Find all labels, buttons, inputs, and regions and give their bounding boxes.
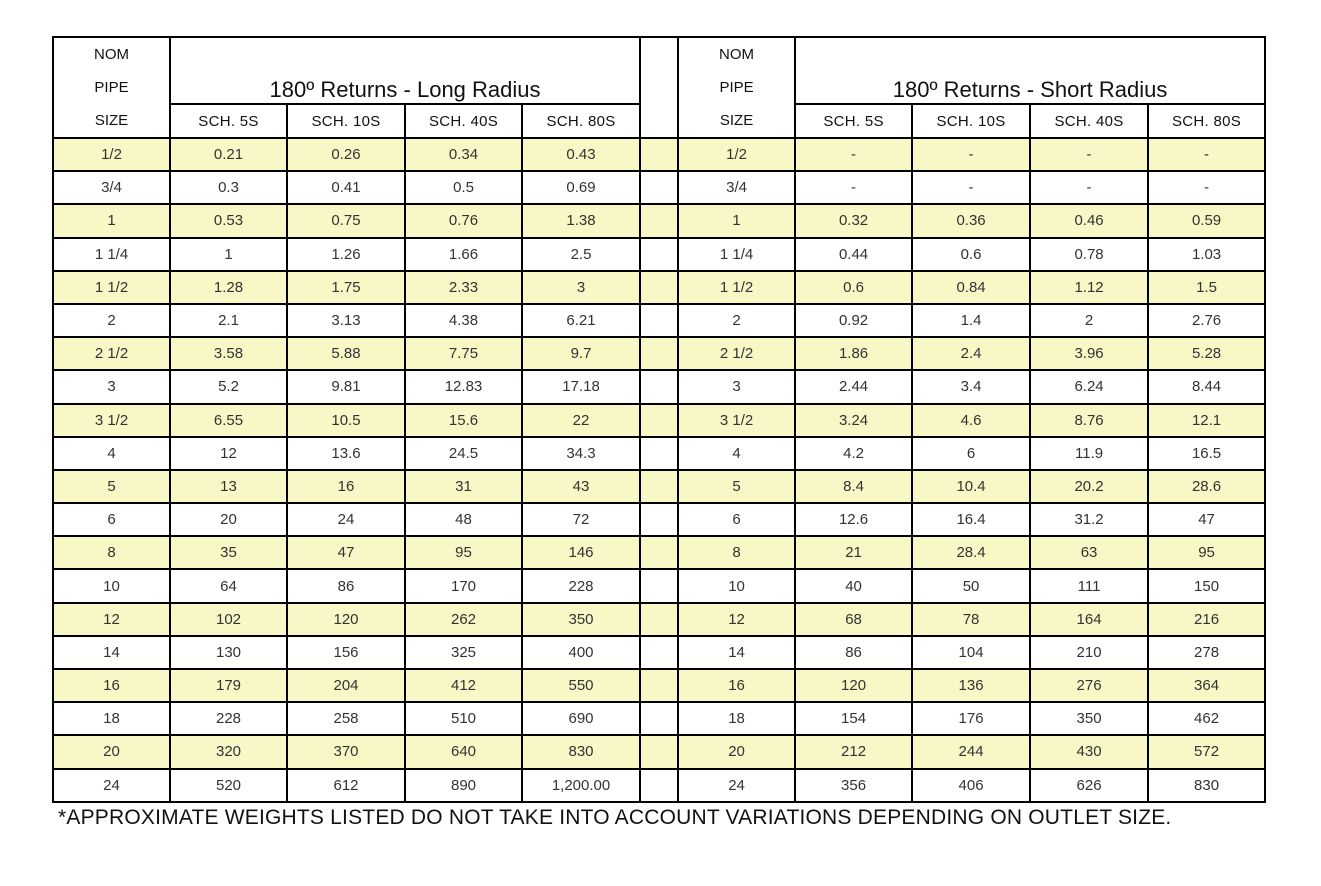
footnote: *APPROXIMATE WEIGHTS LISTED DO NOT TAKE INTO ACCOUNT VARIATIONS DEPENDING ON OUTLET SIZE. [58, 806, 1172, 829]
short-sch-80s-cell: - [1148, 138, 1265, 171]
column-spacer-cell [640, 669, 678, 702]
table-body [53, 138, 1265, 802]
column-spacer-cell [640, 769, 678, 802]
long-pipe-size-cell: 1 1/2 [53, 271, 170, 304]
column-spacer-cell [640, 271, 678, 304]
short-sch-10s-cell: 244 [912, 735, 1030, 768]
long-pipe-size-cell: 2 1/2 [53, 337, 170, 370]
long-sch-5s-cell: 1 [170, 238, 287, 271]
short-sch-5s-cell: 0.6 [795, 271, 912, 304]
long-sch-10s-cell: 204 [287, 669, 405, 702]
column-spacer-cell [640, 437, 678, 470]
column-spacer-cell [640, 337, 678, 370]
short-sch-40s-header: SCH. 40S [1030, 104, 1148, 138]
table-row [53, 304, 1265, 337]
short-pipe-size-cell: 1 [678, 204, 795, 237]
short-sch-10s-cell: 104 [912, 636, 1030, 669]
long-pipe-size-cell: 16 [53, 669, 170, 702]
short-sch-5s-cell: 0.92 [795, 304, 912, 337]
long-sch-80s-cell: 43 [522, 470, 640, 503]
short-sch-80s-cell: 95 [1148, 536, 1265, 569]
short-sch-80s-header: SCH. 80S [1148, 104, 1265, 138]
long-sch-5s-cell: 228 [170, 702, 287, 735]
long-sch-80s-header: SCH. 80S [522, 104, 640, 138]
short-sch-40s-cell: 3.96 [1030, 337, 1148, 370]
short-sch-5s-cell: 12.6 [795, 503, 912, 536]
long-sch-10s-cell: 1.26 [287, 238, 405, 271]
table-row [53, 503, 1265, 536]
long-sch-10s-cell: 86 [287, 569, 405, 602]
table-row [53, 337, 1265, 370]
table-row [53, 569, 1265, 602]
short-sch-10s-cell: - [912, 171, 1030, 204]
short-sch-5s-cell: 120 [795, 669, 912, 702]
column-spacer-header [640, 37, 678, 138]
long-sch-80s-cell: 72 [522, 503, 640, 536]
long-sch-5s-cell: 0.53 [170, 204, 287, 237]
short-sch-40s-cell: 164 [1030, 603, 1148, 636]
column-spacer-cell [640, 536, 678, 569]
long-sch-5s-cell: 179 [170, 669, 287, 702]
weights-table [52, 36, 1266, 803]
long-pipe-size-cell: 1 1/4 [53, 238, 170, 271]
short-sch-40s-cell: - [1030, 171, 1148, 204]
short-sch-10s-cell: 0.36 [912, 204, 1030, 237]
short-sch-40s-cell: 0.46 [1030, 204, 1148, 237]
long-sch-80s-cell: 690 [522, 702, 640, 735]
column-spacer-cell [640, 404, 678, 437]
short-sch-5s-cell: 2.44 [795, 370, 912, 403]
long-sch-80s-cell: 0.43 [522, 138, 640, 171]
short-sch-80s-cell: 5.28 [1148, 337, 1265, 370]
nps-line-pipe: PIPE [94, 79, 129, 96]
long-sch-80s-cell: 146 [522, 536, 640, 569]
short-sch-40s-cell: 276 [1030, 669, 1148, 702]
short-sch-80s-cell: - [1148, 171, 1265, 204]
column-spacer-cell [640, 238, 678, 271]
long-sch-10s-cell: 120 [287, 603, 405, 636]
column-spacer-cell [640, 138, 678, 171]
long-sch-80s-cell: 1,200.00 [522, 769, 640, 802]
long-pipe-size-cell: 6 [53, 503, 170, 536]
short-sch-40s-cell: 63 [1030, 536, 1148, 569]
nps-line-nom: NOM [719, 46, 755, 63]
short-sch-10s-cell: 16.4 [912, 503, 1030, 536]
long-pipe-size-cell: 12 [53, 603, 170, 636]
short-sch-80s-cell: 462 [1148, 702, 1265, 735]
nps-line-nom: NOM [94, 46, 129, 63]
short-sch-80s-cell: 150 [1148, 569, 1265, 602]
long-sch-80s-cell: 400 [522, 636, 640, 669]
long-sch-40s-cell: 4.38 [405, 304, 522, 337]
long-sch-10s-cell: 13.6 [287, 437, 405, 470]
long-sch-5s-cell: 130 [170, 636, 287, 669]
short-pipe-size-cell: 3 [678, 370, 795, 403]
column-spacer-cell [640, 603, 678, 636]
long-sch-5s-cell: 320 [170, 735, 287, 768]
short-pipe-size-cell: 12 [678, 603, 795, 636]
nom-pipe-size-header-short [678, 37, 795, 138]
short-sch-5s-cell: 3.24 [795, 404, 912, 437]
long-pipe-size-cell: 5 [53, 470, 170, 503]
column-spacer-cell [640, 304, 678, 337]
long-sch-40s-cell: 2.33 [405, 271, 522, 304]
short-sch-5s-cell: 356 [795, 769, 912, 802]
short-sch-10s-cell: 0.84 [912, 271, 1030, 304]
column-spacer-cell [640, 204, 678, 237]
short-sch-40s-cell: 0.78 [1030, 238, 1148, 271]
long-sch-5s-cell: 6.55 [170, 404, 287, 437]
table-row [53, 470, 1265, 503]
long-sch-10s-cell: 0.26 [287, 138, 405, 171]
short-sch-10s-cell: 78 [912, 603, 1030, 636]
nps-line-pipe: PIPE [719, 79, 754, 96]
nps-line-size: SIZE [94, 112, 129, 129]
short-pipe-size-cell: 20 [678, 735, 795, 768]
short-sch-40s-cell: 2 [1030, 304, 1148, 337]
long-sch-40s-cell: 7.75 [405, 337, 522, 370]
long-sch-5s-cell: 520 [170, 769, 287, 802]
short-sch-80s-cell: 216 [1148, 603, 1265, 636]
short-sch-5s-header: SCH. 5S [795, 104, 912, 138]
short-sch-80s-cell: 0.59 [1148, 204, 1265, 237]
table-row [53, 437, 1265, 470]
column-spacer-cell [640, 171, 678, 204]
long-sch-40s-cell: 31 [405, 470, 522, 503]
long-pipe-size-cell: 4 [53, 437, 170, 470]
long-sch-80s-cell: 34.3 [522, 437, 640, 470]
long-sch-10s-cell: 16 [287, 470, 405, 503]
long-pipe-size-cell: 3 1/2 [53, 404, 170, 437]
long-sch-5s-cell: 0.21 [170, 138, 287, 171]
table-row [53, 238, 1265, 271]
long-pipe-size-cell: 8 [53, 536, 170, 569]
long-sch-10s-cell: 0.41 [287, 171, 405, 204]
long-pipe-size-cell: 20 [53, 735, 170, 768]
short-sch-80s-cell: 12.1 [1148, 404, 1265, 437]
table-row [53, 636, 1265, 669]
long-sch-10s-cell: 5.88 [287, 337, 405, 370]
long-sch-40s-cell: 640 [405, 735, 522, 768]
column-spacer-cell [640, 470, 678, 503]
short-sch-40s-cell: 31.2 [1030, 503, 1148, 536]
table-row [53, 271, 1265, 304]
long-sch-80s-cell: 228 [522, 569, 640, 602]
short-pipe-size-cell: 16 [678, 669, 795, 702]
table-row [53, 769, 1265, 802]
short-sch-10s-cell: 406 [912, 769, 1030, 802]
short-sch-5s-cell: 0.32 [795, 204, 912, 237]
long-sch-80s-cell: 2.5 [522, 238, 640, 271]
short-sch-5s-cell: - [795, 138, 912, 171]
long-sch-40s-cell: 325 [405, 636, 522, 669]
long-sch-40s-cell: 12.83 [405, 370, 522, 403]
long-sch-80s-cell: 9.7 [522, 337, 640, 370]
short-sch-10s-cell: 28.4 [912, 536, 1030, 569]
long-pipe-size-cell: 2 [53, 304, 170, 337]
short-sch-40s-cell: 430 [1030, 735, 1148, 768]
long-sch-10s-cell: 612 [287, 769, 405, 802]
long-sch-5s-cell: 102 [170, 603, 287, 636]
long-sch-10s-cell: 1.75 [287, 271, 405, 304]
table-row [53, 702, 1265, 735]
long-sch-80s-cell: 1.38 [522, 204, 640, 237]
long-pipe-size-cell: 3 [53, 370, 170, 403]
short-pipe-size-cell: 18 [678, 702, 795, 735]
short-radius-title: 180º Returns - Short Radius [795, 37, 1265, 104]
short-pipe-size-cell: 8 [678, 536, 795, 569]
long-sch-5s-cell: 13 [170, 470, 287, 503]
short-pipe-size-cell: 1 1/4 [678, 238, 795, 271]
nom-pipe-size-header-long [53, 37, 170, 138]
long-sch-5s-cell: 1.28 [170, 271, 287, 304]
table-row [53, 138, 1265, 171]
column-spacer-cell [640, 702, 678, 735]
long-sch-5s-cell: 5.2 [170, 370, 287, 403]
long-sch-80s-cell: 22 [522, 404, 640, 437]
column-spacer-cell [640, 370, 678, 403]
long-sch-40s-cell: 95 [405, 536, 522, 569]
long-sch-40s-header: SCH. 40S [405, 104, 522, 138]
long-sch-40s-cell: 0.76 [405, 204, 522, 237]
short-pipe-size-cell: 4 [678, 437, 795, 470]
long-sch-5s-cell: 20 [170, 503, 287, 536]
short-sch-80s-cell: 1.03 [1148, 238, 1265, 271]
short-pipe-size-cell: 14 [678, 636, 795, 669]
short-sch-40s-cell: 626 [1030, 769, 1148, 802]
table-row [53, 171, 1265, 204]
short-sch-10s-cell: 0.6 [912, 238, 1030, 271]
short-sch-10s-cell: 3.4 [912, 370, 1030, 403]
table-row [53, 370, 1265, 403]
short-pipe-size-cell: 1/2 [678, 138, 795, 171]
short-sch-5s-cell: 40 [795, 569, 912, 602]
long-sch-10s-header: SCH. 10S [287, 104, 405, 138]
long-sch-80s-cell: 3 [522, 271, 640, 304]
short-sch-5s-cell: 86 [795, 636, 912, 669]
short-sch-5s-cell: 21 [795, 536, 912, 569]
short-pipe-size-cell: 6 [678, 503, 795, 536]
short-sch-40s-cell: 8.76 [1030, 404, 1148, 437]
short-pipe-size-cell: 1 1/2 [678, 271, 795, 304]
short-pipe-size-cell: 2 1/2 [678, 337, 795, 370]
nps-line-size: SIZE [719, 112, 754, 129]
short-sch-40s-cell: 1.12 [1030, 271, 1148, 304]
short-pipe-size-cell: 10 [678, 569, 795, 602]
long-sch-10s-cell: 370 [287, 735, 405, 768]
long-pipe-size-cell: 18 [53, 702, 170, 735]
long-sch-40s-cell: 1.66 [405, 238, 522, 271]
table-row [53, 404, 1265, 437]
long-pipe-size-cell: 1 [53, 204, 170, 237]
short-sch-5s-cell: 0.44 [795, 238, 912, 271]
table-row [53, 204, 1265, 237]
long-pipe-size-cell: 24 [53, 769, 170, 802]
short-sch-5s-cell: 4.2 [795, 437, 912, 470]
table-row [53, 603, 1265, 636]
long-sch-10s-cell: 258 [287, 702, 405, 735]
long-sch-5s-cell: 0.3 [170, 171, 287, 204]
long-sch-5s-header: SCH. 5S [170, 104, 287, 138]
column-spacer-cell [640, 636, 678, 669]
short-sch-80s-cell: 2.76 [1148, 304, 1265, 337]
long-pipe-size-cell: 1/2 [53, 138, 170, 171]
table-row [53, 536, 1265, 569]
long-pipe-size-cell: 14 [53, 636, 170, 669]
short-sch-40s-cell: 350 [1030, 702, 1148, 735]
long-sch-80s-cell: 17.18 [522, 370, 640, 403]
column-spacer-cell [640, 503, 678, 536]
long-sch-10s-cell: 10.5 [287, 404, 405, 437]
long-sch-40s-cell: 412 [405, 669, 522, 702]
table-row [53, 669, 1265, 702]
table-row [53, 735, 1265, 768]
long-sch-40s-cell: 24.5 [405, 437, 522, 470]
short-pipe-size-cell: 24 [678, 769, 795, 802]
long-sch-80s-cell: 550 [522, 669, 640, 702]
short-sch-40s-cell: 11.9 [1030, 437, 1148, 470]
long-sch-5s-cell: 35 [170, 536, 287, 569]
short-sch-80s-cell: 830 [1148, 769, 1265, 802]
short-sch-10s-cell: 6 [912, 437, 1030, 470]
long-sch-40s-cell: 170 [405, 569, 522, 602]
short-pipe-size-cell: 2 [678, 304, 795, 337]
short-sch-80s-cell: 47 [1148, 503, 1265, 536]
column-spacer-cell [640, 569, 678, 602]
header-title-row [53, 37, 1265, 104]
long-sch-5s-cell: 12 [170, 437, 287, 470]
short-sch-10s-cell: 176 [912, 702, 1030, 735]
short-sch-40s-cell: 20.2 [1030, 470, 1148, 503]
short-sch-5s-cell: 8.4 [795, 470, 912, 503]
long-sch-10s-cell: 0.75 [287, 204, 405, 237]
long-sch-80s-cell: 6.21 [522, 304, 640, 337]
short-sch-80s-cell: 278 [1148, 636, 1265, 669]
short-sch-10s-cell: 136 [912, 669, 1030, 702]
short-pipe-size-cell: 3 1/2 [678, 404, 795, 437]
short-sch-80s-cell: 572 [1148, 735, 1265, 768]
long-radius-title: 180º Returns - Long Radius [170, 37, 640, 104]
long-sch-10s-cell: 156 [287, 636, 405, 669]
long-sch-40s-cell: 0.5 [405, 171, 522, 204]
short-sch-10s-cell: 1.4 [912, 304, 1030, 337]
long-sch-5s-cell: 2.1 [170, 304, 287, 337]
short-sch-5s-cell: - [795, 171, 912, 204]
short-sch-40s-cell: 6.24 [1030, 370, 1148, 403]
short-pipe-size-cell: 3/4 [678, 171, 795, 204]
long-sch-40s-cell: 262 [405, 603, 522, 636]
short-sch-5s-cell: 212 [795, 735, 912, 768]
short-sch-80s-cell: 8.44 [1148, 370, 1265, 403]
short-sch-80s-cell: 28.6 [1148, 470, 1265, 503]
short-sch-10s-cell: 10.4 [912, 470, 1030, 503]
long-sch-10s-cell: 9.81 [287, 370, 405, 403]
long-sch-40s-cell: 890 [405, 769, 522, 802]
long-sch-5s-cell: 64 [170, 569, 287, 602]
long-sch-40s-cell: 48 [405, 503, 522, 536]
long-pipe-size-cell: 10 [53, 569, 170, 602]
short-pipe-size-cell: 5 [678, 470, 795, 503]
column-spacer-cell [640, 735, 678, 768]
short-sch-80s-cell: 1.5 [1148, 271, 1265, 304]
long-sch-40s-cell: 510 [405, 702, 522, 735]
short-sch-40s-cell: - [1030, 138, 1148, 171]
short-sch-40s-cell: 111 [1030, 569, 1148, 602]
long-sch-80s-cell: 0.69 [522, 171, 640, 204]
short-sch-10s-header: SCH. 10S [912, 104, 1030, 138]
short-sch-10s-cell: 4.6 [912, 404, 1030, 437]
short-sch-40s-cell: 210 [1030, 636, 1148, 669]
short-sch-80s-cell: 16.5 [1148, 437, 1265, 470]
long-sch-10s-cell: 24 [287, 503, 405, 536]
long-sch-80s-cell: 350 [522, 603, 640, 636]
short-sch-5s-cell: 1.86 [795, 337, 912, 370]
long-sch-40s-cell: 0.34 [405, 138, 522, 171]
short-sch-10s-cell: 50 [912, 569, 1030, 602]
long-sch-10s-cell: 3.13 [287, 304, 405, 337]
short-sch-5s-cell: 154 [795, 702, 912, 735]
long-pipe-size-cell: 3/4 [53, 171, 170, 204]
short-sch-10s-cell: - [912, 138, 1030, 171]
long-sch-80s-cell: 830 [522, 735, 640, 768]
long-sch-10s-cell: 47 [287, 536, 405, 569]
short-sch-5s-cell: 68 [795, 603, 912, 636]
short-sch-10s-cell: 2.4 [912, 337, 1030, 370]
short-sch-80s-cell: 364 [1148, 669, 1265, 702]
long-sch-5s-cell: 3.58 [170, 337, 287, 370]
long-sch-40s-cell: 15.6 [405, 404, 522, 437]
